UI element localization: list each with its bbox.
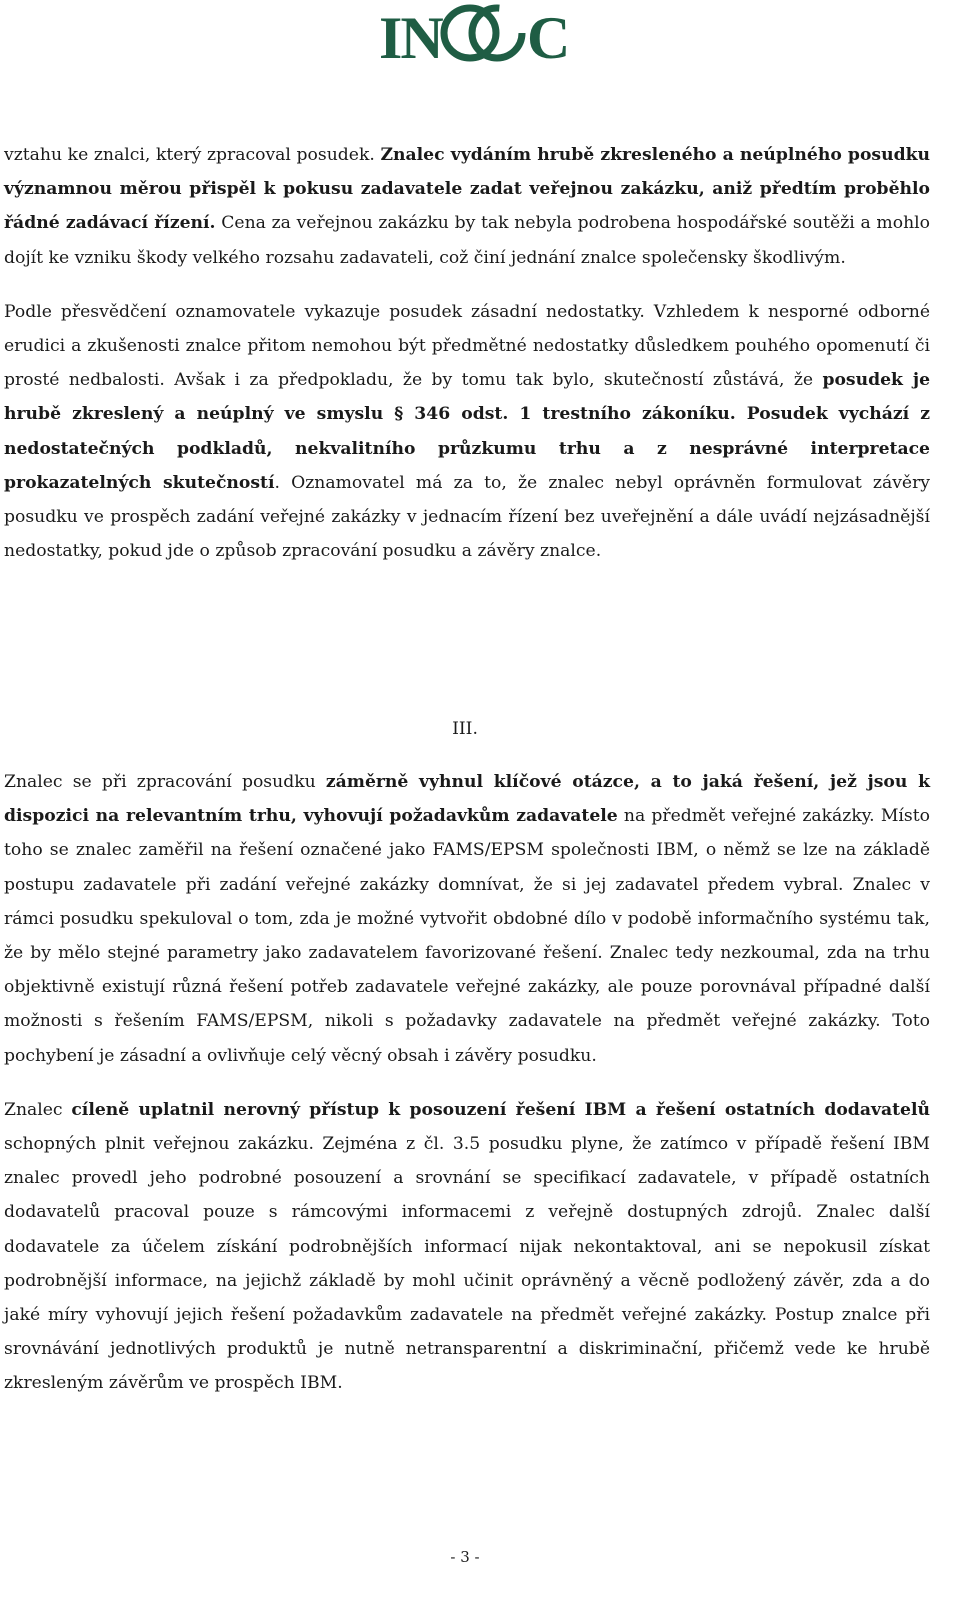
paragraph (4, 765, 930, 1073)
bold-text-run: Znalec vydáním hrubě zkresleného a neúplného posudku významnou měrou přispěl k pokusu zadavatele zadat veřejnou zakázku, aniž předtím proběhlo řádné zadávací řízení. (4, 145, 931, 234)
paragraph (4, 1093, 930, 1401)
text-run: Znalec (4, 1099, 72, 1120)
text-run: na předmět veřejné zakázky. Místo toho se znalec zaměřil na řešení označené jako FAMS/EPSM společnosti IBM, o němž se lze na základě postupu zadavatele při zadání veřejné zakázky domnívat, že si jej zadavatel předem vybral. Znalec v rámci posudku spekuloval o tom, zda je možné vytvořit obdobné dílo v podobě informačního systému tak, že by mělo stejné parametry jako zadavatelem favorizované řešení. Znalec tedy nezkoumal, zda na trhu objektivně existují různá řešení potřeb zadavatele veřejné zakázky, ale pouze porovnával případné další možnosti s řešením FAMS/EPSM, nikoli s požadavky zadavatele na předmět veřejné zakázky. Toto pochybení je zásadní a ovlivňuje celý věcný obsah i závěry posudku. (4, 806, 930, 1066)
svg-text:C: C (527, 5, 571, 71)
main-text-block-2 (4, 765, 930, 1401)
bold-text-run: záměrně vyhnul klíčové otázce, a to jaká řešení, jež jsou k dispozici na relevantním trhu, vyhovují požadavkům zadavatele (4, 772, 930, 827)
indoc-logo (377, 0, 571, 72)
paragraph (4, 295, 930, 569)
main-text-block-1 (4, 138, 930, 568)
bold-text-run: cíleně uplatnil nerovný přístup k posouzení řešení IBM a řešení ostatních dodavatelů (71, 1099, 930, 1120)
text-run: vztahu ke znalci, který zpracoval posudek. (4, 145, 381, 165)
text-run: schopných plnit veřejnou zakázku. Zejména z čl. 3.5 posudku plyne, že zatímco v případě řešení IBM znalec provedl jeho podrobné posouzení a srovnání se specifikací zadavatele, v případě ostatních dodavatelů pracoval pouze s rámcovými informacemi z veřejně dostupných zdrojů. Znalec další dodavatele za účelem získání podrobnějších informací nijak nekontaktoval, ani se nepokusil získat podrobnější informace, na jejichž základě by mohl učinit oprávněný a věcně podložený závěr, zda a do jaké míry vyhovují jejich řešení požadavkům zadavatele na předmět veřejné zakázky. Postup znalce při srovnávání jednotlivých produktů je nutně netransparentní a diskriminační, přičemž vede ke hrubě zkresleným závěrům ve prospěch IBM. (4, 1134, 930, 1394)
paragraph (4, 138, 930, 275)
text-run: Podle přesvědčení oznamovatele vykazuje posudek zásadní nedostatky. Vzhledem k nesporné odborné erudici a zkušenosti znalce přitom nemohou být předmětné nedostatky důsledkem pouhého opomenutí či prosté nedbalosti. Avšak i za předpokladu, že by tomu tak bylo, skutečností zůstává, že (4, 301, 930, 391)
logo-text: IN (379, 5, 442, 71)
section-heading: III. (452, 719, 478, 739)
page-number: - 3 - (450, 1548, 480, 1566)
indoc-logo-graphic (377, 0, 571, 72)
text-run: . Oznamovatel má za to, že znalec nebyl oprávněn formulovat závěry posudku ve prospěch zadání veřejné zakázky v jednacím řízení bez uveřejnění a dále uvádí nejzásadnější nedostatky, pokud jde o způsob zpracování posudku a závěry znalce. (4, 472, 930, 562)
bold-text-run: posudek je hrubě zkreslený a neúplný ve smyslu § 346 odst. 1 trestního zákoníku. Posudek vychází z nedostatečných podkladů, nekvalitního průzkumu trhu a z nesprávné interpretace prokazatelných skutečností (4, 370, 931, 493)
text-run: Znalec se při zpracování posudku (4, 772, 326, 792)
text-run: Cena za veřejnou zakázku by tak nebyla podrobena hospodářské soutěži a mohlo dojít ke vzniku škody velkého rozsahu zadavateli, což činí jednání znalce společensky škodlivým. (4, 213, 930, 268)
